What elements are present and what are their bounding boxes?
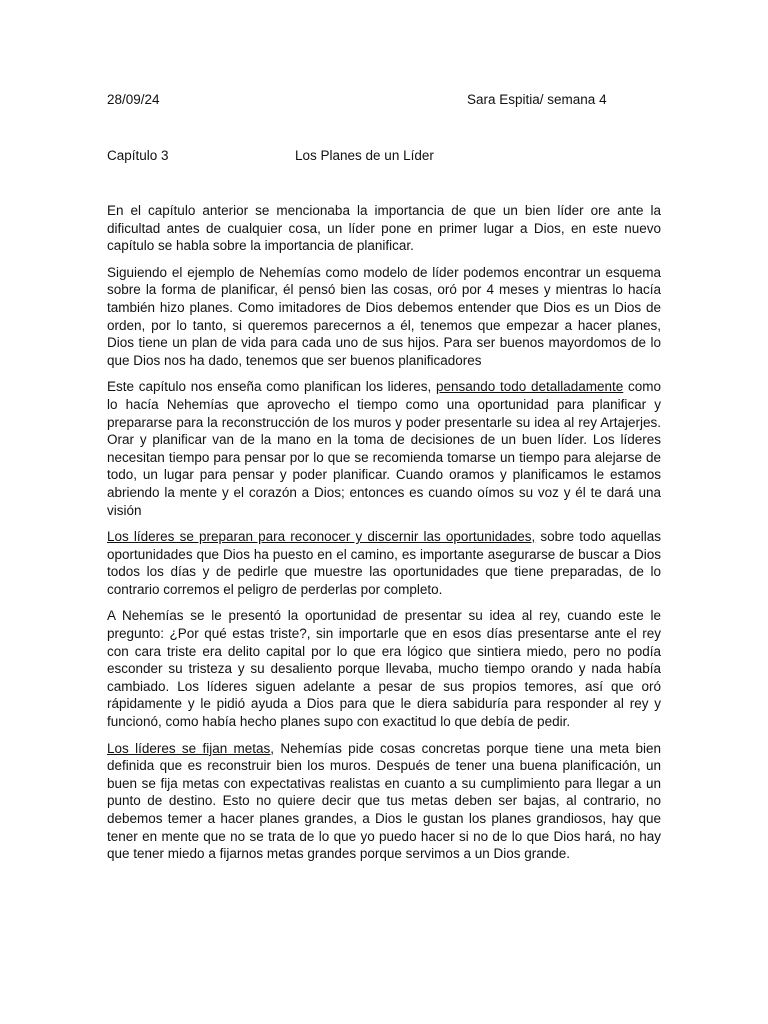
underlined-phrase: Los líderes se preparan para reconocer y discernir las oportunidades, [107,529,536,545]
document-author: Sara Espitia/ semana 4 [467,92,607,107]
paragraph-4-rest: sobre todo aquellas oportunidades que Dios ha puesto en el camino, es importante asegurarse de buscar a Dios todos los días y de pedirle que muestre las oportunidades que tiene preparadas, de lo contrario corremos el peligro de perderlas por completo. [107,529,662,597]
paragraph-3-rest: como lo hacía Nehemías que aprovecho el tiempo como una oportunidad para planificar y prepararse para la reconstrucción de los muros y poder presentarle su idea al rey Artajerjes. Orar y planificar van de la mano en la toma de decisiones de un buen líder. Los líderes necesitan tiempo para pensar por lo que se recomienda tomarse un tiempo para alejarse de todo, un lugar para pensar y poder planificar. Cuando oramos y planificamos le estamos abriendo la mente y el corazón a Dios; entonces es cuando oímos su voz y él te dará una visión [107,379,662,518]
document-header [107,92,667,112]
underlined-phrase: pensando todo detalladamente [435,379,624,395]
chapter-number: Capítulo 3 [107,148,169,163]
paragraph-2: Siguiendo el ejemplo de Nehemías como modelo de líder podemos encontrar un esquema sobre la forma de planificar, él pensó bien las cosas, oró por 4 meses y mientras lo hacía también hizo planes. Como imitadores de Dios debemos entender que Dios es un Dios de orden, por lo tanto, si queremos parecernos a él, tenemos que empezar a hacer planes, Dios tiene un plan de vida para cada uno de sus hijos. Para ser buenos mayordomos de lo que Dios nos ha dado, tenemos que ser buenos planificadores [107,264,661,368]
document-body [107,202,661,872]
document-date: 28/09/24 [107,92,160,107]
paragraph-4 [107,528,661,598]
chapter-heading [107,148,667,168]
paragraph-1: En el capítulo anterior se mencionaba la importancia de que un bien líder ore ante la dificultad antes de cualquier cosa, un líder pone en primer lugar a Dios, en este nuevo capítulo se habla sobre la importancia de planificar. [107,203,661,254]
paragraph-3-intro: Este capítulo nos enseña como planifican los lideres, [107,379,436,395]
paragraph-3 [107,378,661,519]
paragraph-6-rest: Nehemías pide cosas concretas porque tiene una meta bien definida que es reconstruir bien los muros. Después de tener una buena planificación, un buen se fija metas con expectativas realistas en cuanto a su cumplimiento para llegar a un punto de destino. Esto no quiere decir que tus metas deben ser bajas, al contrario, no debemos temer a hacer planes grandes, a Dios le gustan los planes grandiosos, hay que tener en mente que no se trata de lo que yo puedo hacer si no de lo que Dios hará, no hay que tener miedo a fijarnos metas grandes porque servimos a un Dios grande. [107,740,661,862]
chapter-title: Los Planes de un Líder [295,148,434,163]
paragraph-5: A Nehemías se le presentó la oportunidad de presentar su idea al rey, cuando este le pregunto: ¿Por qué estas triste?, sin importarle que en esos días presentarse ante el rey con cara triste era delito capital por lo que era lógico que sintiera miedo, pero no podía esconder su tristeza y su desaliento porque llevaba, mucho tiempo orando y nada había cambiado. Los líderes siguen adelante a pesar de sus propios temores, así que oró rápidamente y le pidió ayuda a Dios para que le diera sabiduría para responder al rey y funcionó, como había hecho planes supo con exactitud lo que debía de pedir. [107,608,661,730]
paragraph-6 [107,740,661,863]
underlined-phrase: Los líderes se fijan metas, [107,740,275,756]
